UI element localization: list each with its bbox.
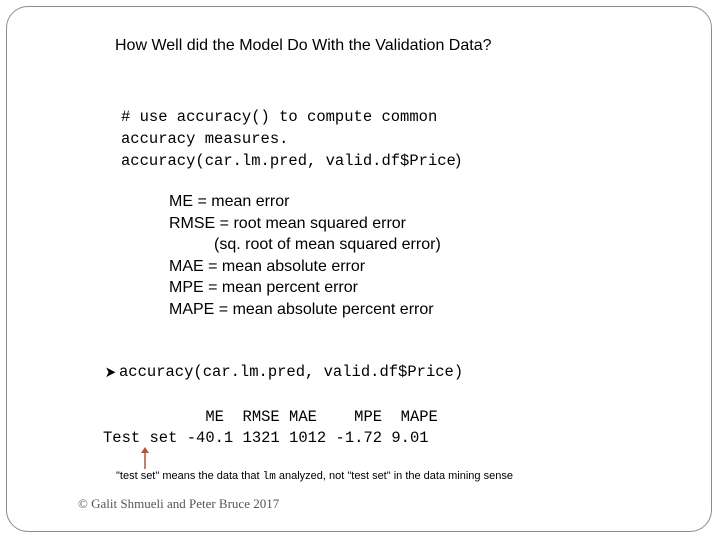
note-text-2: analyzed, not "test set" in the data mining sense	[275, 470, 513, 482]
definition-mpe: MPE = mean percent error	[169, 279, 358, 297]
code-line-comment-2: accuracy measures.	[121, 130, 289, 148]
copyright-footer: © Galit Shmueli and Peter Bruce 2017	[78, 496, 280, 511]
code-line-comment-1: # use accuracy() to compute common	[121, 108, 438, 126]
definition-mae: MAE = mean absolute error	[169, 257, 366, 275]
test-set-note	[116, 470, 513, 483]
code-line-call-text: accuracy(car.lm.pred, valid.df$Price	[121, 152, 456, 170]
note-text-1: "test set" means the data that	[116, 470, 263, 482]
definitions-list	[169, 191, 441, 321]
bullet-code: accuracy(car.lm.pred, valid.df$Price)	[119, 363, 464, 381]
definition-mape: MAPE = mean absolute percent error	[169, 300, 434, 318]
arrow-bullet-icon: ➤	[104, 363, 117, 381]
code-block	[121, 106, 461, 172]
note-code: lm	[262, 471, 276, 483]
bullet-item	[104, 363, 463, 381]
definition-rmse-detail: (sq. root of mean squared error)	[214, 236, 441, 254]
output-row: Test set -40.1 1321 1012 -1.72 9.01	[103, 429, 429, 447]
code-line-call	[121, 150, 461, 172]
accuracy-output	[103, 407, 438, 449]
output-header: ME RMSE MAE MPE MAPE	[103, 408, 438, 426]
definition-rmse: RMSE = root mean squared error	[169, 214, 406, 232]
code-line-call-close: )	[455, 152, 462, 169]
slide-title: How Well did the Model Do With the Validation Data?	[115, 37, 492, 54]
definition-me: ME = mean error	[169, 193, 290, 210]
up-arrow-icon	[139, 447, 151, 469]
